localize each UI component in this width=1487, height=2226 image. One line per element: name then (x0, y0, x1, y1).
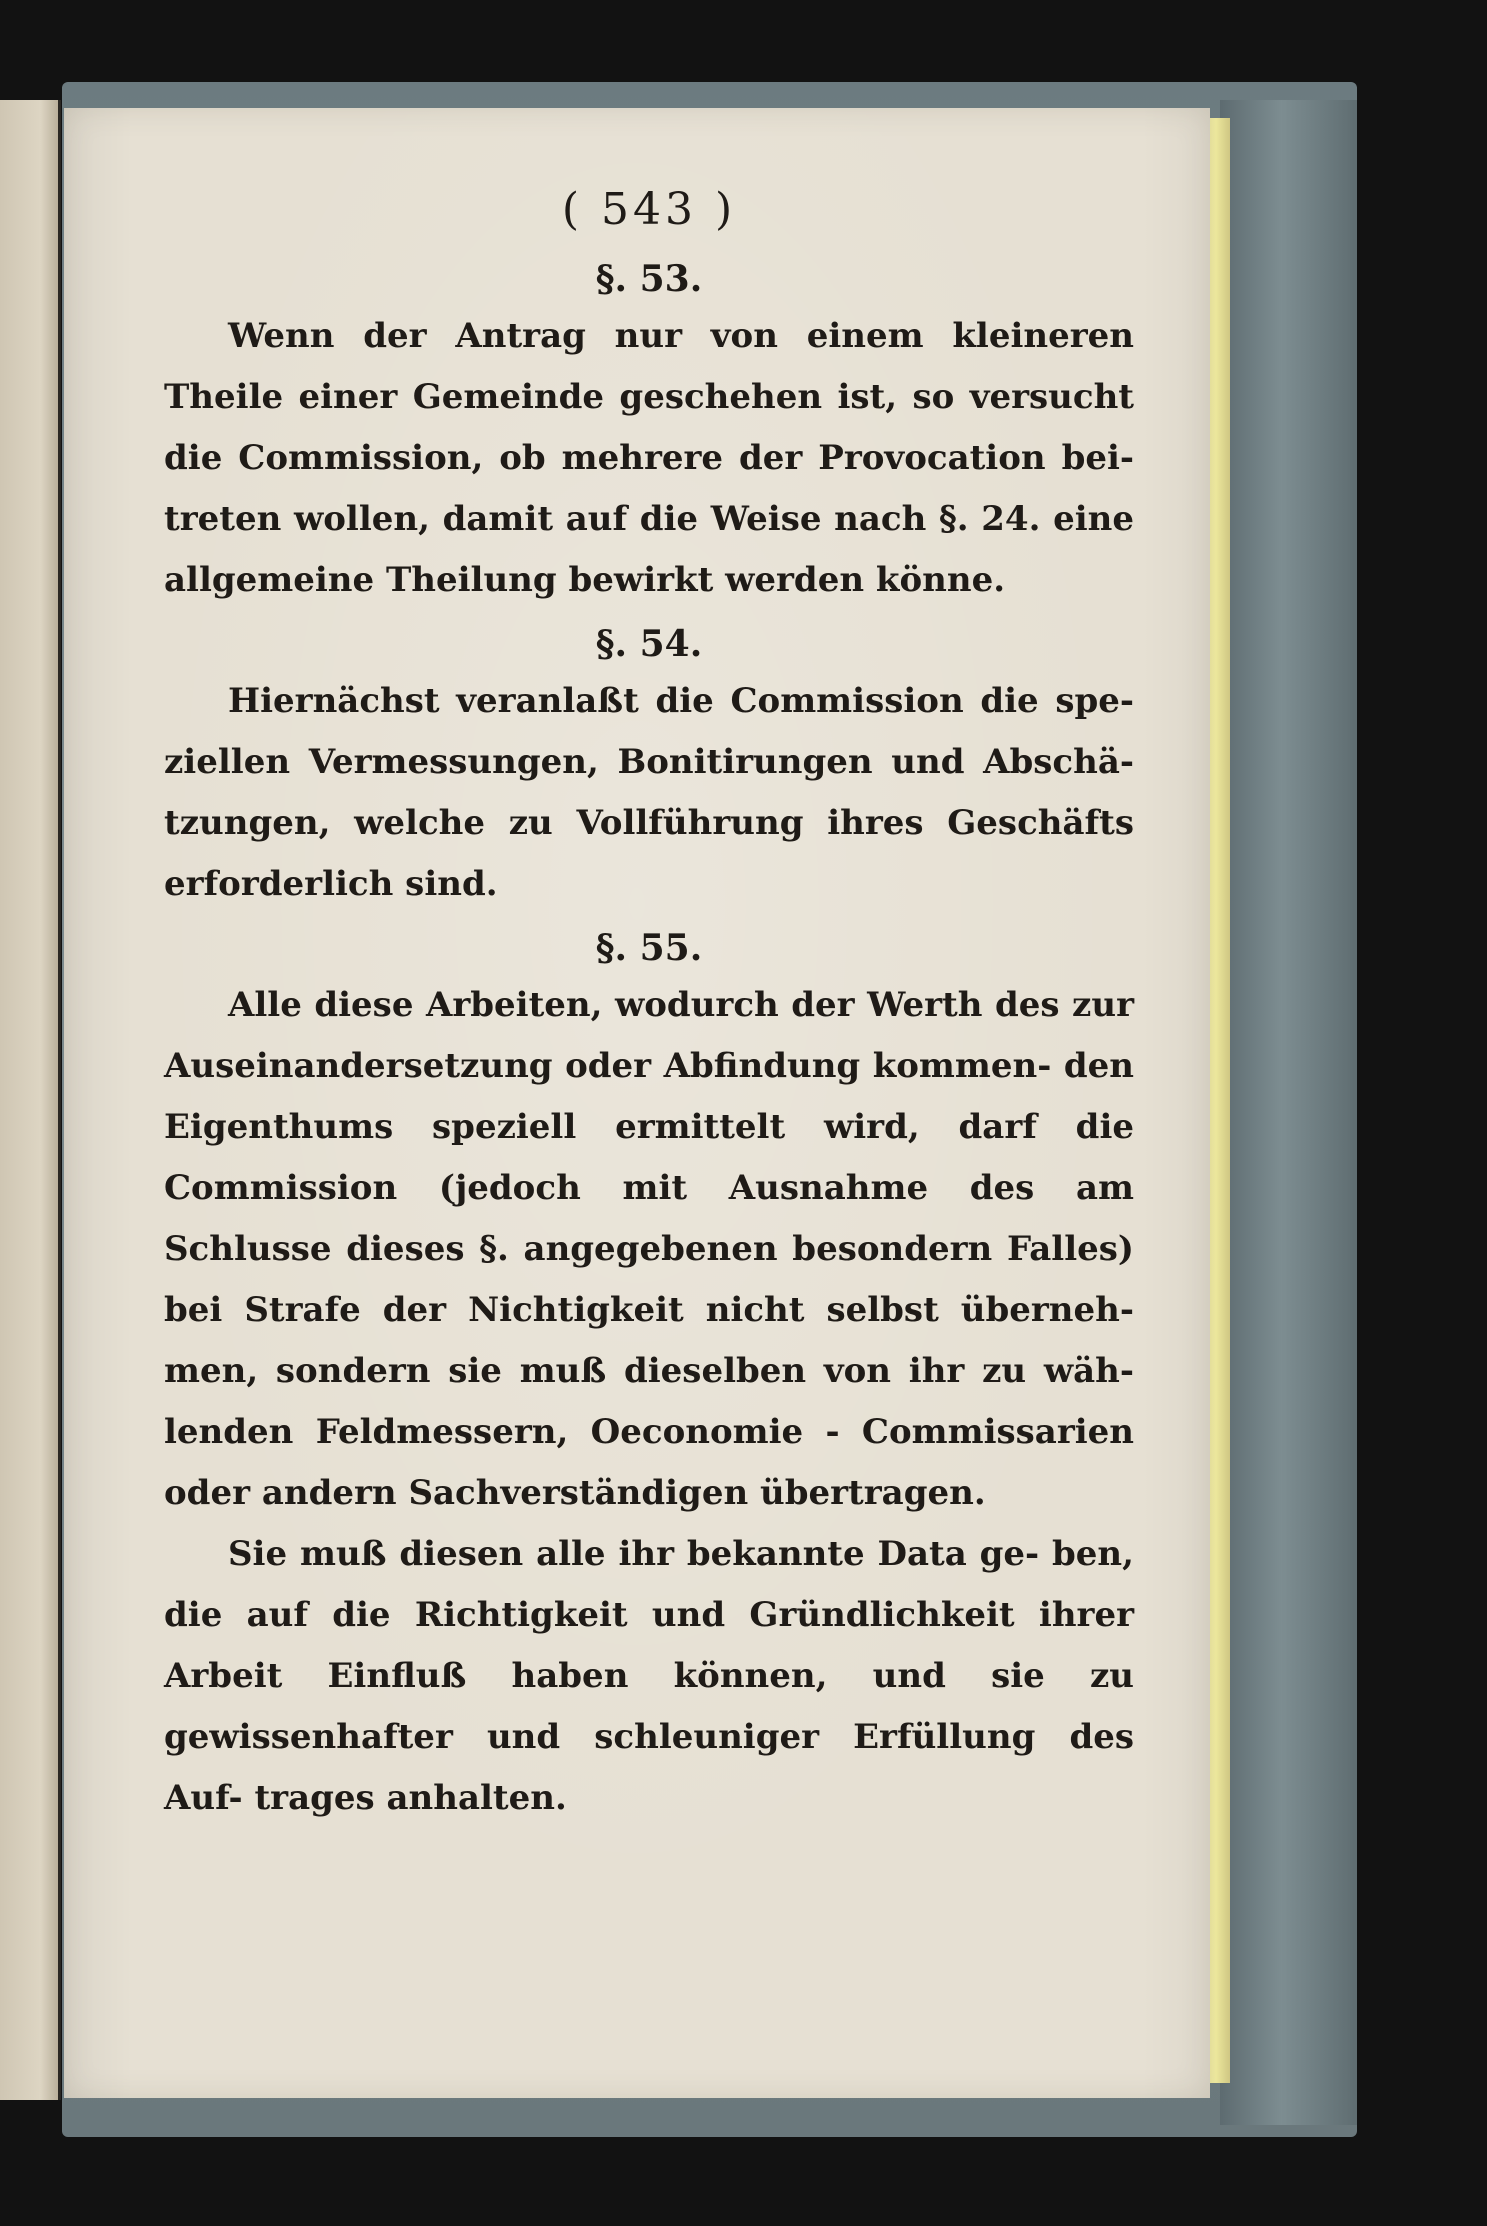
book-cover-edge (1220, 100, 1357, 2125)
paragraph: Hiernächst veranlaßt die Commission die spe- ziellen Vermessungen, Bonitirungen und Abschä- tzungen, welche zu Vollführung ihres Geschäfts erforderlich sind. (164, 681, 1134, 904)
page-text (164, 178, 1134, 1829)
paragraph: Alle diese Arbeiten, wodurch der Werth des zur Auseinandersetzung oder Abfindung kommen- den Eigenthums speziell ermittelt wird, darf die Commission (jedoch mit Ausnahme des am Schlusse dieses §. angegebenen besondern Falles) bei Strafe der Nichtigkeit nicht selbst überneh- men, sondern sie muß dieselben von ihr zu wäh- lenden Feldmessern, Oeconomie - Commissarien oder andern Sachverständigen übertragen. (164, 985, 1134, 1513)
page-number-header: ( 543 ) (561, 184, 737, 235)
section-number: §. 54. (595, 623, 703, 665)
book-page (64, 108, 1210, 2098)
facing-page-edge (0, 100, 61, 2100)
paragraph: Sie muß diesen alle ihr bekannte Data ge- ben, die auf die Richtigkeit und Gründlichkeit ihrer Arbeit Einfluß haben können, und sie zu gewissenhafter und schleuniger Erfüllung des Auf- trages anhalten. (164, 1534, 1134, 1818)
section-number: §. 55. (595, 927, 703, 969)
section-number: §. 53. (595, 258, 703, 300)
paragraph: Wenn der Antrag nur von einem kleineren Theile einer Gemeinde geschehen ist, so versucht die Commission, ob mehrere der Provocation bei- treten wollen, damit auf die Weise nach §. 24. eine allgemeine Theilung bewirkt werden könne. (164, 316, 1134, 600)
